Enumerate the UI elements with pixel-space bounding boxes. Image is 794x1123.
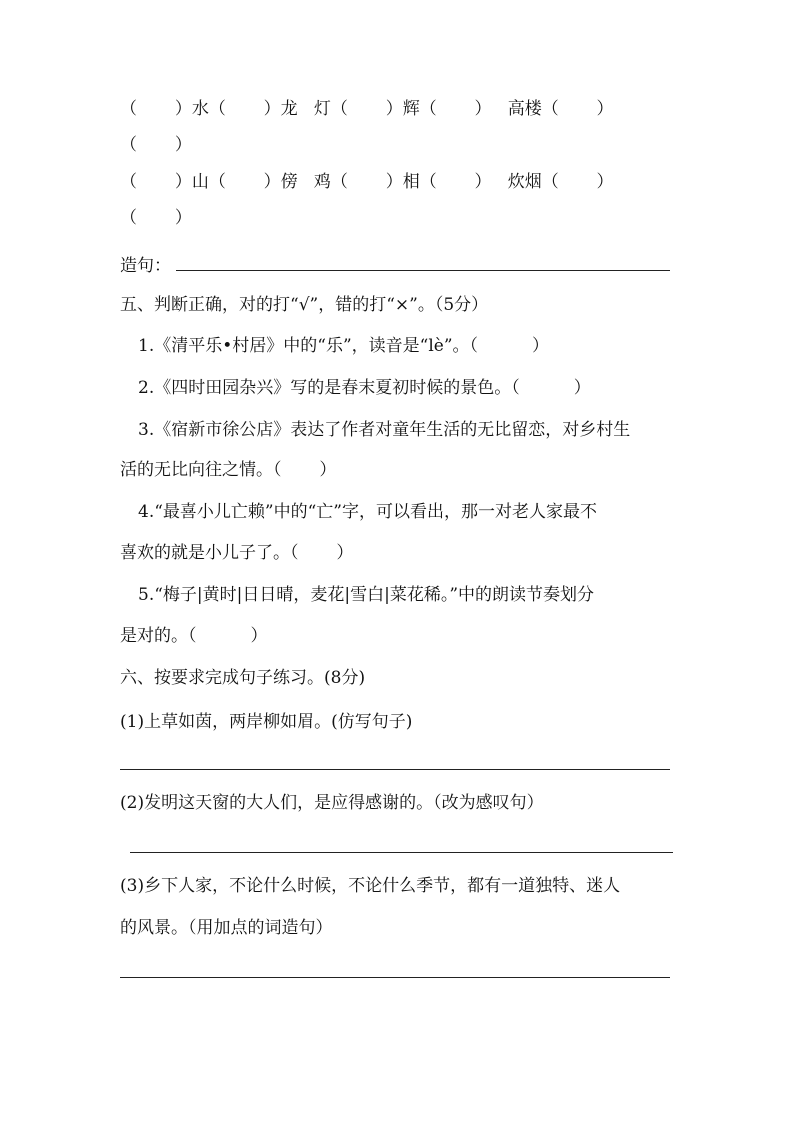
sentence-label: 造句：: [120, 256, 171, 276]
fill-blank-row-2: （ ）山（ ）傍 鸡（ ）相（ ） 炊烟（ ）: [120, 172, 614, 192]
section-5-question-3-line-1: 3.《宿新市徐公店》表达了作者对童年生活的无比留恋，对乡村生: [138, 420, 631, 440]
section-5-question-2: 2.《四时田园杂兴》写的是春末夏初时候的景色。（ ）: [138, 378, 591, 398]
section-6-title: 六、按要求完成句子练习。(8分): [120, 668, 366, 688]
answer-line-2: [130, 852, 673, 853]
section-6-question-3-line-2: 的风景。（用加点的词造句）: [120, 918, 333, 938]
section-6-question-3-line-1: (3)乡下人家，不论什么时候，不论什么季节，都有一道独特、迷人: [120, 876, 621, 896]
fill-blank-row-1: （ ）水（ ）龙 灯（ ）辉（ ） 高楼（ ）: [120, 99, 614, 119]
section-5-question-1: 1.《清平乐•村居》中的“乐”，读音是“lè”。（ ）: [138, 336, 550, 356]
section-5-question-4-line-1: 4.“最喜小儿亡赖”中的“亡”字，可以看出，那一对老人家最不: [138, 502, 597, 522]
answer-line-1: [120, 769, 670, 770]
section-5-question-3-line-2: 活的无比向往之情。（ ）: [120, 460, 337, 480]
section-5-title: 五、判断正确，对的打“√”，错的打“×”。（5分）: [120, 295, 489, 315]
fill-blank-row-2-cont: （ ）: [120, 208, 192, 228]
section-5-question-4-line-2: 喜欢的就是小儿子了。（ ）: [120, 543, 354, 563]
sentence-answer-line: [176, 270, 670, 271]
section-6-question-2: (2)发明这天窗的大人们，是应得感谢的。（改为感叹句）: [120, 793, 544, 813]
fill-blank-row-1-cont: （ ）: [120, 135, 192, 155]
answer-line-3: [120, 977, 670, 978]
section-5-question-5-line-2: 是对的。（ ）: [120, 626, 268, 646]
section-5-question-5-line-1: 5.“梅子|黄时|日日晴，麦花|雪白|菜花稀。”中的朗读节奏划分: [138, 585, 595, 605]
section-6-question-1: (1)上草如茵，两岸柳如眉。(仿写句子): [120, 712, 413, 732]
